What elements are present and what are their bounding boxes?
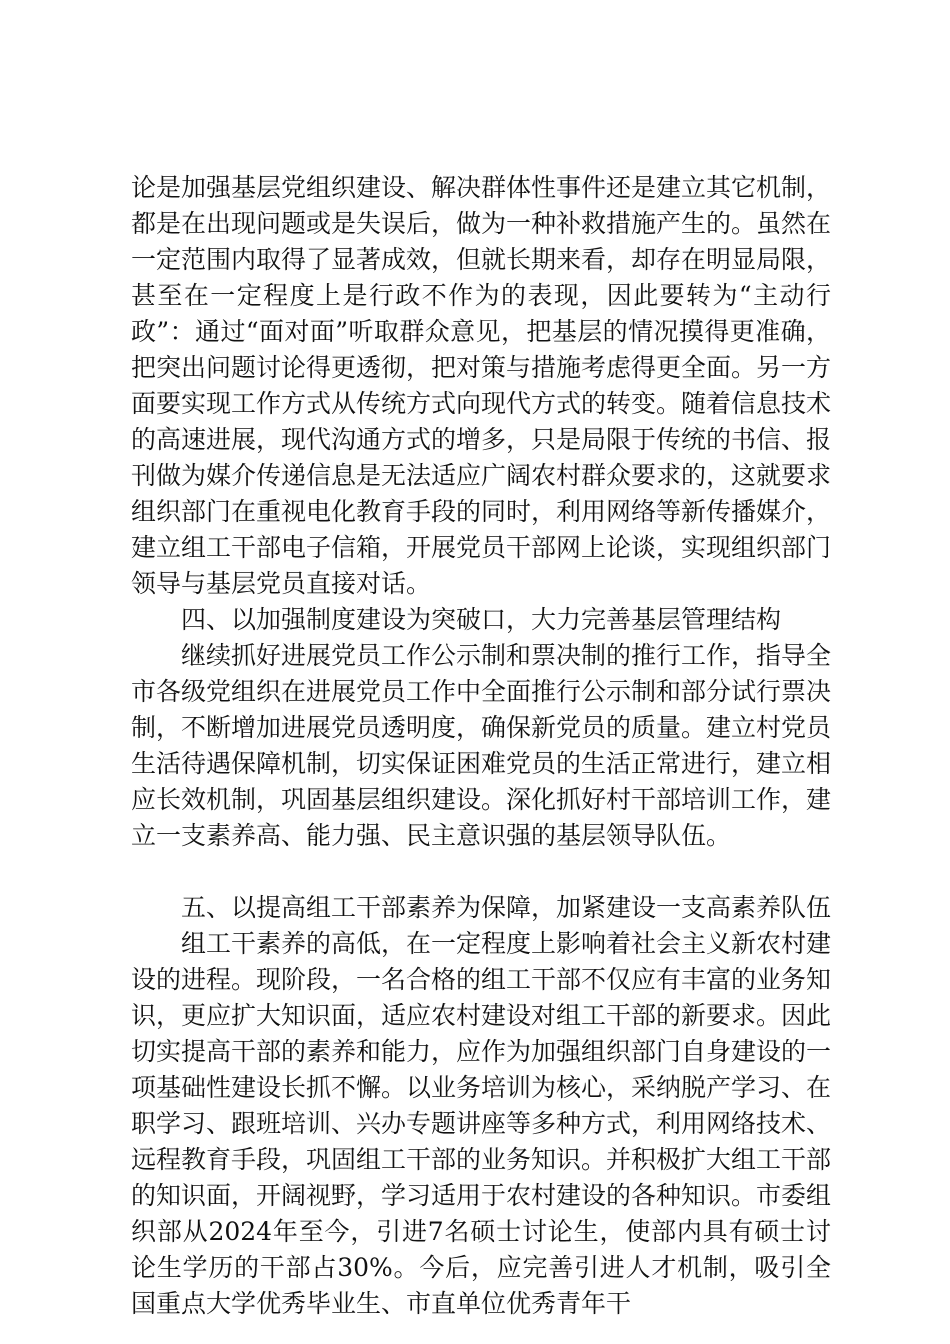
paragraph-continued: 论是加强基层党组织建设、解决群体性事件还是建立其它机制，都是在出现问题或是失误后，做为一种补救措施产生的。虽然在一定范围内取得了显著成效，但就长期来看，却存在明显局限，甚至在一定程度上是行政不作为的表现，因此要转为“主动行政”：通过“面对面”听取群众意见，把基层的情况摸得更准确，把突出问题讨论得更透彻，把对策与措施考虑得更全面。另一方面要实现工作方式从传统方式向现代方式的转变。随着信息技术的高速进展，现代沟通方式的增多，只是局限于传统的书信、报刊做为媒介传递信息是无法适应广阔农村群众要求的，这就要求组织部门在重视电化教育手段的同时，利用网络等新传播媒介，建立组工干部电子信箱，开展党员干部网上论谈，实现组织部门领导与基层党员直接对话。 (131, 173, 832, 598)
section-heading-four: 四、以加强制度建设为突破口，大力完善基层管理结构 (181, 605, 782, 634)
paragraph-section-four: 继续抓好进展党员工作公示制和票决制的推行工作，指导全市各级党组织在进展党员工作中全面推行公示制和部分试行票决制，不断增加进展党员透明度，确保新党员的质量。建立村党员生活待遇保障机制，切实保证困难党员的生活正常进行，建立相应长效机制，巩固基层组织建设。深化抓好村干部培训工作，建立一支素养高、能力强、民主意识强的基层领导队伍。 (131, 641, 832, 850)
paragraph-section-five: 组工干素养的高低，在一定程度上影响着社会主义新农村建设的进程。现阶段，一名合格的组工干部不仅应有丰富的业务知识，更应扩大知识面，适应农村建设对组工干部的新要求。因此切实提高干部的素养和能力，应作为加强组织部门自身建设的一项基础性建设长抓不懈。以业务培训为核心，采纳脱产学习、在职学习、跟班培训、兴办专题讲座等多种方式，利用网络技术、远程教育手段，巩固组工干部的业务知识。并积极扩大组工干部的知识面，开阔视野，学习适用于农村建设的各种知识。市委组织部从2024年至今，引进7名硕士讨论生，使部内具有硕士讨论生学历的干部占30%。今后，应完善引进人才机制，吸引全国重点大学优秀毕业生、市直单位优秀青年干 (131, 929, 832, 1318)
document-page (131, 170, 831, 1322)
section-heading-five: 五、以提高组工干部素养为保障，加紧建设一支高素养队伍 (181, 893, 832, 922)
